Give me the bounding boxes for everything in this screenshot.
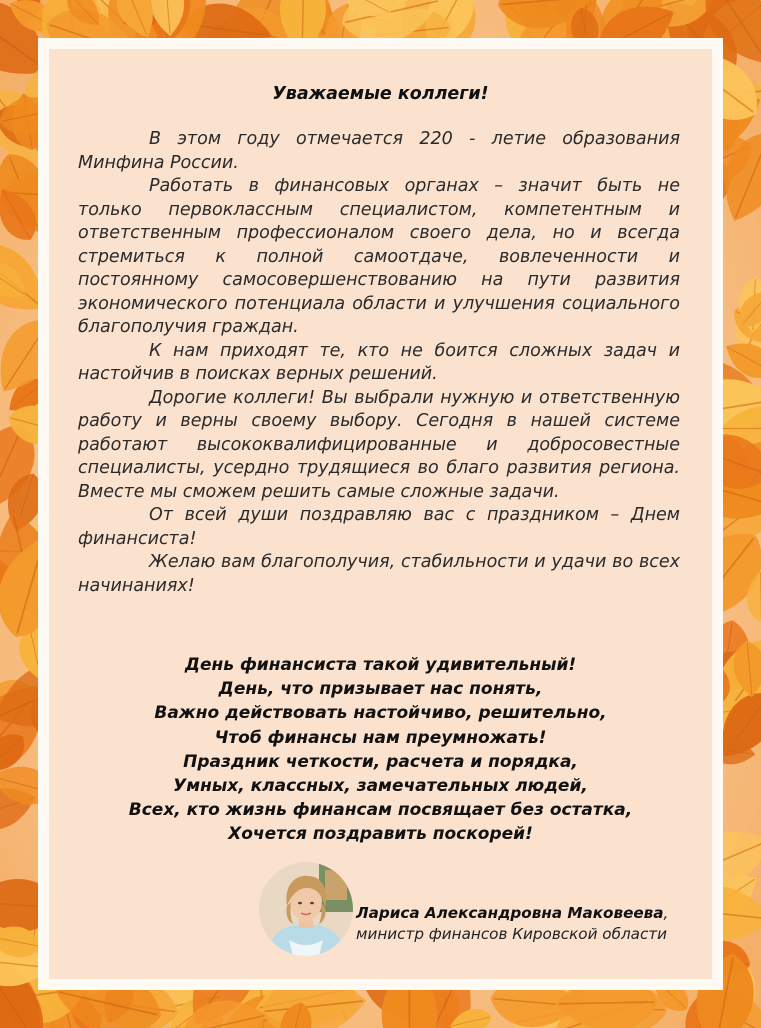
letter-paragraph: Желаю вам благополучия, стабильности и удачи во всех начинаниях!	[78, 552, 680, 596]
signature-comma: ,	[663, 904, 669, 922]
letter-paragraph: В этом году отмечается 220 - летие образования Минфина России.	[78, 129, 680, 173]
letter-paragraph: Дорогие коллеги! Вы выбрали нужную и ответственную работу и верны своему выбору. Сегодня в нашей системе работают высококвалифицированные и добросовестные специалисты, усердно трудящиеся во благо развития региона. Вместе мы сможем решить самые сложные задачи.	[78, 387, 680, 502]
letter-panel	[49, 49, 712, 979]
poem-line: Чтоб финансы нам преумножать!	[214, 727, 547, 748]
poem-line: Всех, кто жизнь финансам посвящает без остатка,	[128, 800, 633, 821]
poem-line: Важно действовать настойчиво, решительно,	[154, 703, 607, 724]
letter-body	[78, 128, 680, 598]
poem-line: День финансиста такой удивительный!	[184, 655, 577, 675]
poem	[49, 653, 712, 847]
letter-paragraph: Работать в финансовых органах – значит быть не только первоклассным специалистом, компетентным и ответственным профессионалом своего дела, но и всегда стремиться к полной самоотдаче, вовлеченности и постоянному самосовершенствованию на пути развития экономического потенциала области и улучшения социального благополучия граждан.	[78, 176, 680, 337]
poem-line: Умных, классных, замечательных людей,	[173, 776, 588, 797]
signature-position: министр финансов Кировской области	[356, 925, 668, 943]
greeting-heading: Уважаемые коллеги!	[272, 84, 489, 104]
letter-paragraph: К нам приходят те, кто не боится сложных задач и настойчив в поисках верных решений.	[78, 340, 680, 384]
poem-line: Хочется поздравить поскорей!	[228, 824, 533, 845]
letter-paragraph: От всей души поздравляю вас с праздником – Днем финансиста!	[78, 505, 680, 549]
signature-block	[356, 903, 676, 945]
poem-line: День, что призывает нас понять,	[218, 679, 543, 700]
signature-name: Лариса Александровна Маковеева	[356, 904, 664, 922]
white-frame	[38, 38, 723, 990]
author-photo	[259, 862, 353, 956]
poem-line: Праздник четкости, расчета и порядка,	[183, 751, 578, 772]
